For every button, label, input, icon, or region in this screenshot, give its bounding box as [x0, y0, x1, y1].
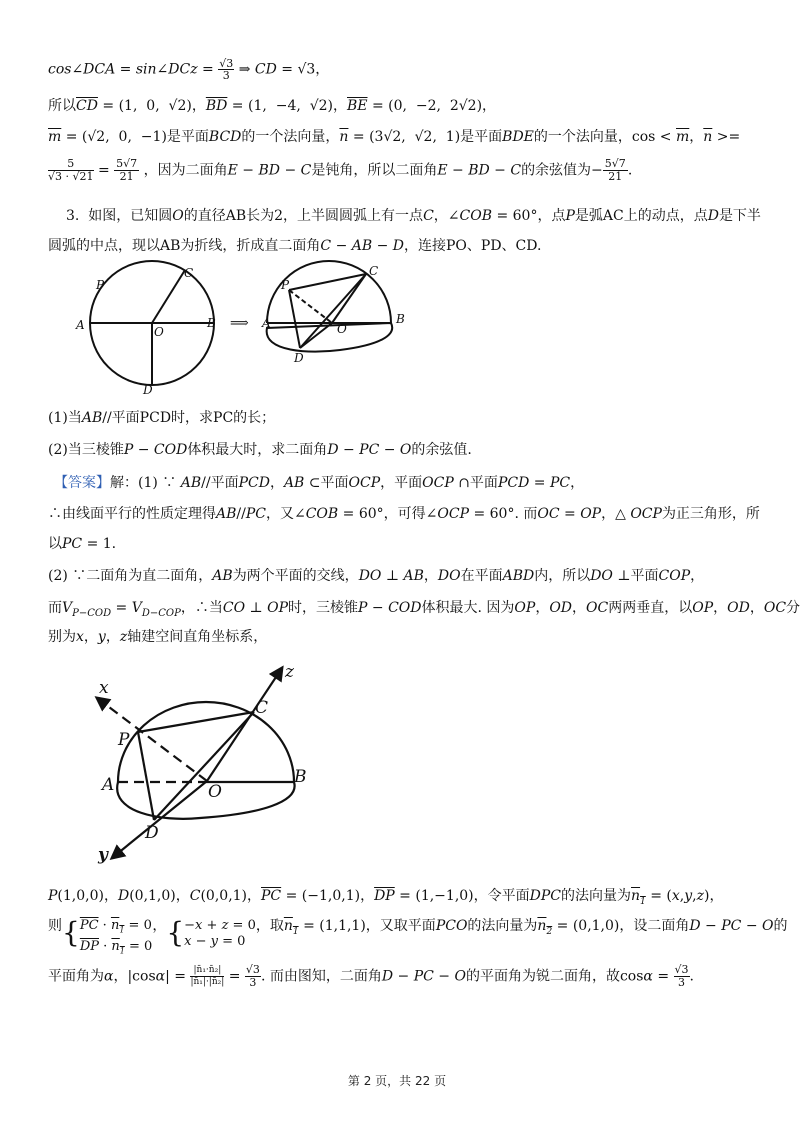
- label-c: C: [255, 698, 269, 718]
- lower-half-plane: [267, 323, 393, 352]
- segment-pd: [138, 732, 154, 820]
- label-b: B: [207, 316, 216, 330]
- page-footer: 第 2 页，共 22 页: [347, 1074, 447, 1088]
- answer-line: 平面角为α，|cosα| = $\frac{\text{|n̄₁·n̄₂|}}{\text{|n̄₁|·|n̄₂|}}$ = $\frac{√3}{3}$ . 而由图知，二面角D − PC − O的平面角为锐二面角，故cosα = $\frac{√3}{3}$ .: [48, 963, 694, 989]
- x-axis: [97, 698, 207, 781]
- question-1: (1)当AB//平面PCD时，求PC的长；: [48, 410, 276, 426]
- label-o: O: [154, 325, 164, 339]
- question-2: (2)当三棱锥P − COD体积最大时，求二面角D − PC − O的余弦值.: [48, 442, 472, 458]
- label-a: A: [102, 775, 115, 795]
- label-d2: D: [294, 351, 304, 365]
- problem-statement: 3. 如图，已知圆O的直径AB长为2，上半圆圆弧上有一点C，∠COB = 60°，点P是弧AC上的动点，点D是下半: [66, 208, 761, 224]
- segment-pd: [289, 290, 300, 348]
- segment-oc: [332, 274, 366, 323]
- label-b2: B: [396, 312, 405, 326]
- answer-tag: 【答案】: [54, 475, 110, 491]
- label-a2: A: [262, 316, 271, 330]
- answer-line: ∴由线面平行的性质定理得AB//PC，又∠COB = 60°，可得∠OCP = 60°. 而OC = OP，△ OCP为正三角形，所: [48, 506, 760, 522]
- lower-half-plane: [117, 782, 294, 819]
- answer-line: P(1,0,0)，D(0,1,0)，C(0,0,1)，$\overline{PC} = (-1,0,1)$，$\overline{DP} = (1,-1,0)$，令平面DPC的法向量为$n_1 = (x,y,z)$，: [48, 888, 724, 907]
- z-axis: [207, 668, 282, 781]
- answer-line: 以PC = 1.: [48, 536, 117, 552]
- label-o: O: [208, 782, 222, 802]
- text-line: cos∠DCA = sin∠DCz = $\frac{√3}{3}$ ⇒ CD = √3，: [48, 57, 330, 82]
- label-b: B: [294, 767, 307, 787]
- text-line: $\overline{m} = (√2$, 0, −1)是平面BCD的一个法向量，$\overline{n} = (3√2$, √2, 1)是平面BDE的一个法向量，$\cos < \overline{m}$，$\overline{n}$ >=: [48, 129, 741, 145]
- label-p: P: [96, 278, 105, 292]
- answer-line: 则{$\overline{PC} \cdot n_1 = 0$ $\overline{DP} \cdot n_1 = 0$，{−x + z = 0 x − y = 0，取$n_1 = (1,1,1)$，又取平面PCO的法向量为$n_2 = (0,1,0)$，设二面角D − PC − O的: [48, 916, 788, 956]
- segment-pc: [138, 712, 254, 732]
- segment-dc: [154, 712, 254, 820]
- label-d: D: [145, 823, 159, 843]
- label-c: C: [184, 266, 194, 280]
- figure-circle-fold: [60, 262, 420, 397]
- problem-statement: 圆弧的中点，现以AB为折线，折成直二面角C − AB − D，连接PO、PD、CD.: [48, 238, 542, 254]
- label-y: y: [98, 845, 108, 865]
- text-line: $\frac{5}{√3 \cdot √21}$ = $\frac{5√7}{21}$ ，因为二面角E − BD − C是钝角，所以二面角E − BD − C的余弦值为− $\frac{5√7}{21}$ .: [48, 157, 633, 183]
- figure-coordinate-system: [85, 660, 315, 870]
- label-z: z: [285, 662, 294, 682]
- label-x: x: [99, 678, 109, 698]
- label-o2: O: [337, 322, 347, 336]
- arrow-icon: ⟹: [230, 316, 249, 331]
- label-c2: C: [369, 264, 379, 278]
- answer-line: 而$V_{P-COD} = V_{D-COP}$，∴当CO ⊥ OP时，三棱锥P − COD体积最大. 因为OP，OD，OC两两垂直，以OP，OD，OC分: [48, 600, 800, 619]
- label-p: P: [118, 730, 130, 750]
- radius-oc: [152, 270, 185, 323]
- label-d: D: [143, 383, 153, 397]
- text-line: 所以$\overline{CD} = (1$, 0, √2)，$\overline{BD} = (1$, −4, √2)，$\overline{BE} = (0$, −2, 2√2)，: [48, 98, 497, 114]
- answer-line: 【答案】解：(1) ∵ AB//平面PCD，AB ⊂平面OCP，平面OCP ∩平面PCD = PC，: [54, 475, 585, 491]
- label-p2: P: [281, 278, 290, 292]
- label-a: A: [76, 318, 85, 332]
- answer-line: (2) ∵二面角为直二面角，AB为两个平面的交线，DO ⊥ AB，DO在平面ABD内，所以DO ⊥平面COP，: [48, 568, 705, 584]
- answer-line: 别为x，y，z轴建空间直角坐标系，: [48, 629, 268, 645]
